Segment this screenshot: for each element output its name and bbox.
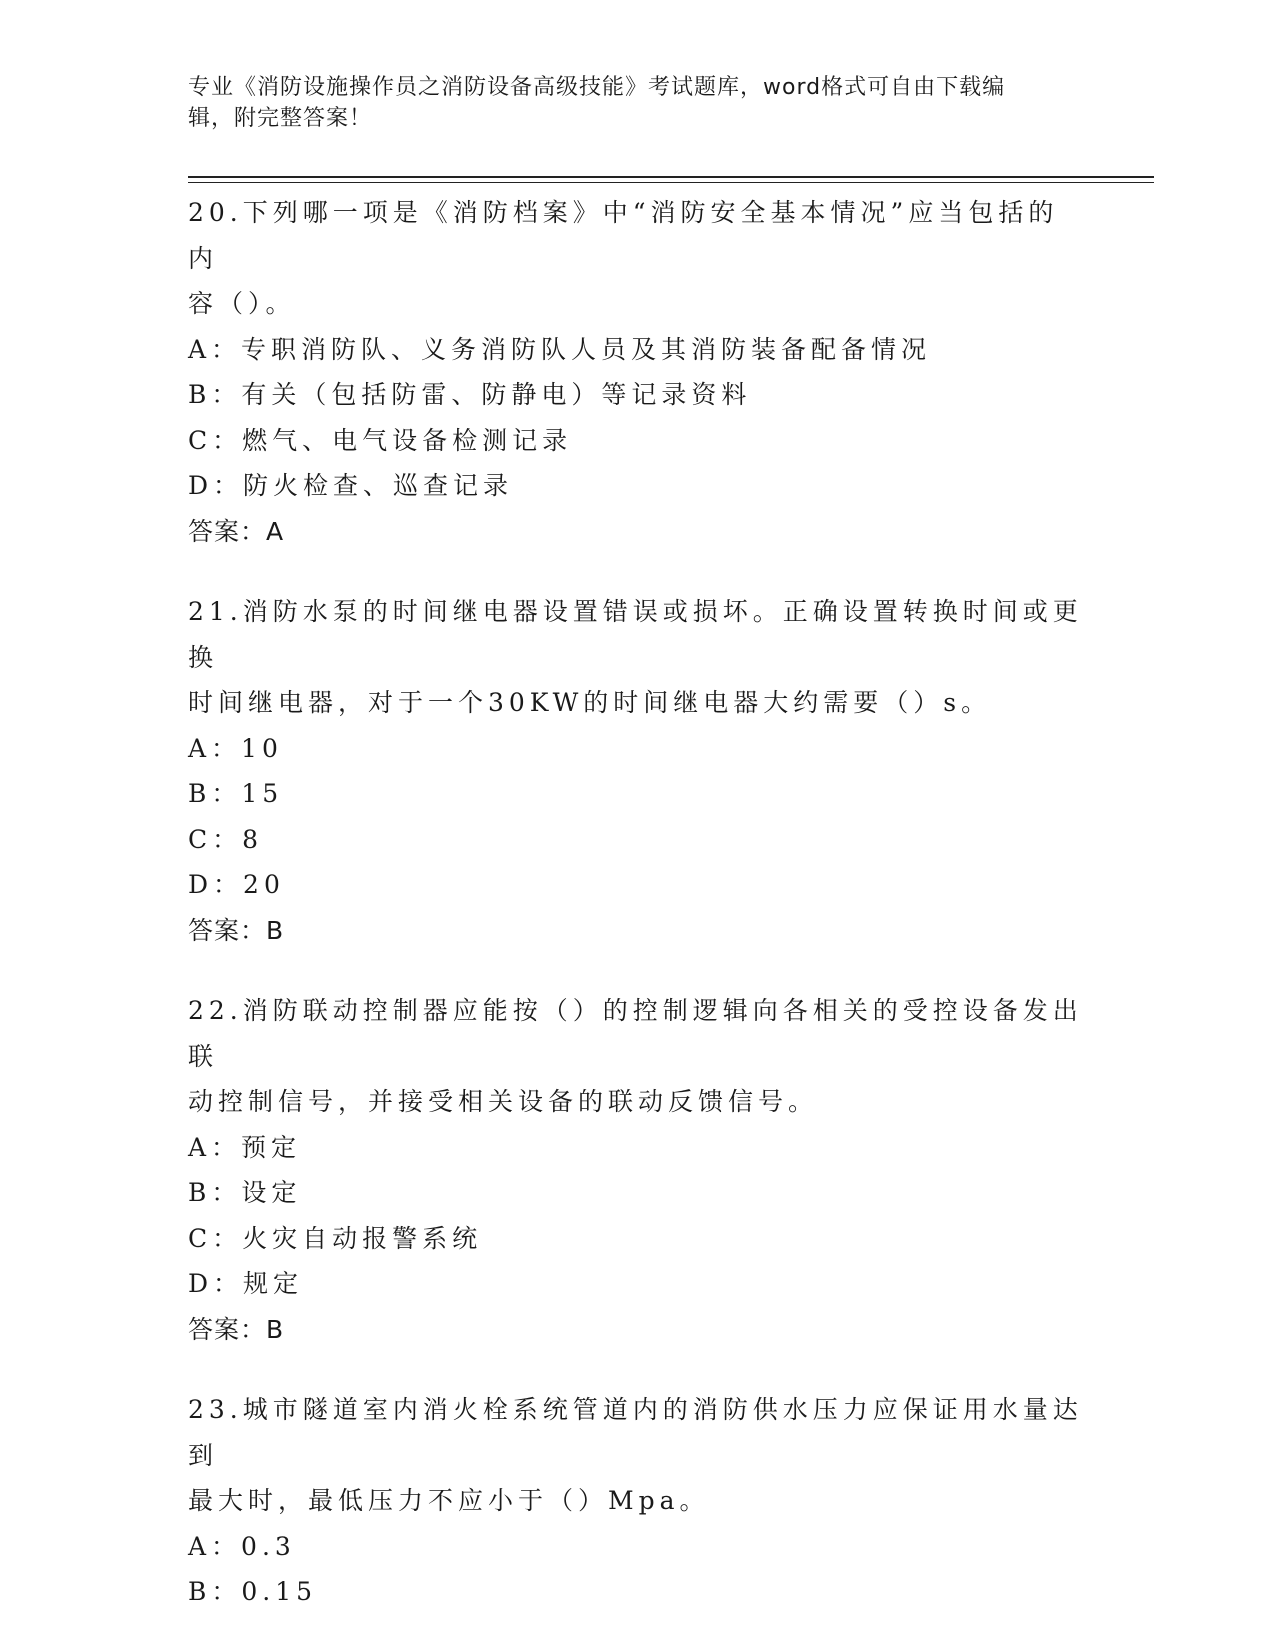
question-stem-line: 20.下列哪一项是《消防档案》中“消防安全基本情况”应当包括的内 [188, 198, 1059, 273]
option-b: B：15 [188, 779, 284, 808]
answer-line: 答案：A [188, 516, 285, 546]
header-line-1: 专业《消防设施操作员之消防设备高级技能》考试题库，word格式可自由下载编 [188, 75, 1006, 100]
question-22 [188, 988, 1088, 1352]
option-b: B：有关（包括防雷、防静电）等记录资料 [188, 380, 752, 409]
question-stem-line: 22.消防联动控制器应能按（）的控制逻辑向各相关的受控设备发出联 [188, 996, 1083, 1071]
option-a: A：预定 [188, 1132, 302, 1162]
option-a: A：10 [188, 733, 283, 763]
option-b: B：0.15 [188, 1577, 318, 1606]
header-divider-thin [188, 182, 1154, 183]
option-c: C：火灾自动报警系统 [188, 1223, 483, 1253]
option-a: A：专职消防队、义务消防队人员及其消防装备配备情况 [188, 334, 932, 364]
option-c: C：8 [188, 824, 264, 854]
question-20 [188, 190, 1088, 554]
option-d: D：规定 [188, 1269, 304, 1298]
question-stem-line: 21.消防水泵的时间继电器设置错误或损坏。正确设置转换时间或更换 [188, 597, 1083, 672]
question-23 [188, 1387, 1088, 1615]
question-21 [188, 589, 1088, 953]
answer-line: 答案：B [188, 915, 285, 945]
option-b: B：设定 [188, 1178, 302, 1207]
option-c: C：燃气、电气设备检测记录 [188, 425, 573, 455]
option-a: A：0.3 [188, 1531, 296, 1561]
option-d: D：防火检查、巡查记录 [188, 471, 514, 500]
answer-line: 答案：B [188, 1314, 285, 1344]
question-stem-line: 时间继电器，对于一个30KW的时间继电器大约需要（）s。 [188, 688, 992, 717]
header-line-2: 辑，附完整答案！ [188, 106, 373, 131]
question-stem-line: 容（）。 [188, 289, 296, 318]
question-stem-line: 23.城市隧道室内消火栓系统管道内的消防供水压力应保证用水量达到 [188, 1395, 1083, 1470]
option-d: D：20 [188, 870, 285, 899]
question-list [188, 190, 1088, 1650]
header-divider-thick [188, 176, 1154, 178]
question-stem-line: 动控制信号，并接受相关设备的联动反馈信号。 [188, 1087, 819, 1116]
question-stem-line: 最大时，最低压力不应小于（）Mpa。 [188, 1486, 710, 1515]
document-header [188, 72, 1078, 134]
